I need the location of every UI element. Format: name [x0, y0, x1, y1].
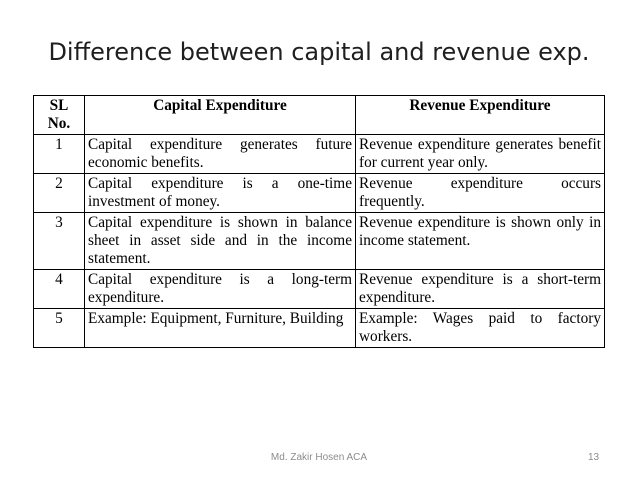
- header-revenue-expenditure: Revenue Expenditure: [356, 96, 605, 135]
- capital-cell: Capital expenditure generates future economic benefits.: [85, 135, 356, 174]
- table-row: [34, 135, 605, 174]
- footer-author: Md. Zakir Hosen ACA: [270, 452, 368, 463]
- row-sl-number: 4: [34, 270, 85, 309]
- row-sl-number: 3: [34, 213, 85, 270]
- capital-cell: Capital expenditure is shown in balance sheet in asset side and in the income statement.: [85, 213, 356, 270]
- row-sl-number: 1: [34, 135, 85, 174]
- revenue-cell: Revenue expenditure is shown only in income statement.: [356, 213, 605, 270]
- table-row: [34, 309, 605, 348]
- table-row: [34, 213, 605, 270]
- capital-cell: Capital expenditure is a one-time investment of money.: [85, 174, 356, 213]
- revenue-cell: Revenue expenditure occurs frequently.: [356, 174, 605, 213]
- revenue-cell: Revenue expenditure is a short-term expenditure.: [356, 270, 605, 309]
- capital-cell: Example: Equipment, Furniture, Building: [85, 309, 356, 348]
- header-capital-expenditure: Capital Expenditure: [85, 96, 356, 135]
- row-sl-number: 2: [34, 174, 85, 213]
- table-row: [34, 270, 605, 309]
- table-header-row: [34, 96, 605, 135]
- comparison-table: [33, 95, 605, 348]
- row-sl-number: 5: [34, 309, 85, 348]
- header-sl-no: SL No.: [34, 96, 85, 135]
- revenue-cell: Example: Wages paid to factory workers.: [356, 309, 605, 348]
- capital-cell: Capital expenditure is a long-term expenditure.: [85, 270, 356, 309]
- table-row: [34, 174, 605, 213]
- page-number: 13: [588, 452, 600, 463]
- revenue-cell: Revenue expenditure generates benefit for current year only.: [356, 135, 605, 174]
- slide-title: Difference between capital and revenue exp.: [48, 38, 590, 66]
